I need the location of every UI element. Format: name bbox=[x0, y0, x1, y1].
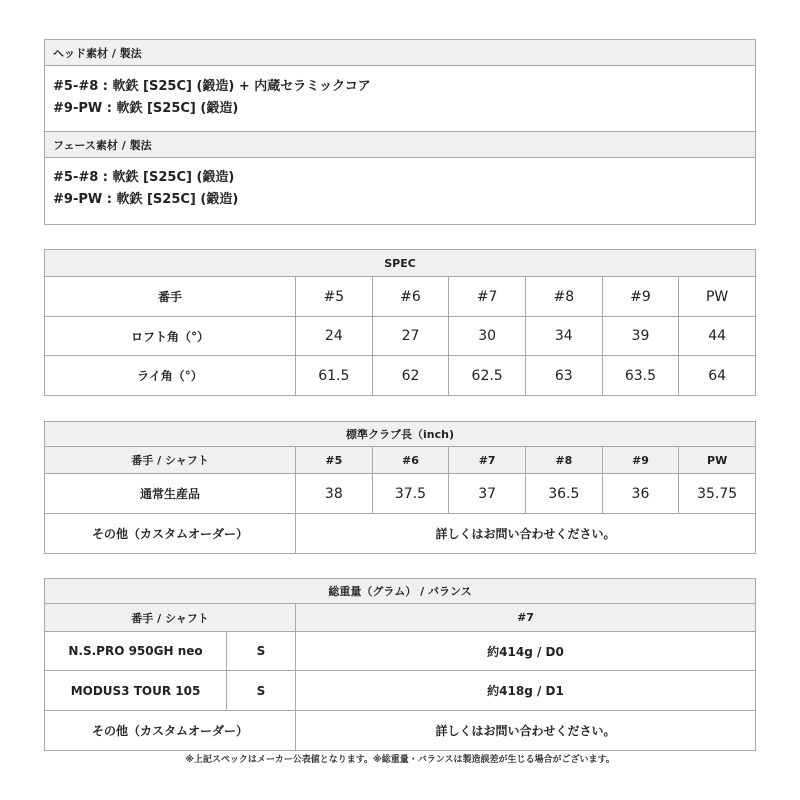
face-material-body bbox=[45, 158, 755, 211]
length-section bbox=[44, 421, 756, 554]
head-material-line: #5-#8 : 軟鉄 [S25C] (鍛造) + 内蔵セラミックコア bbox=[53, 79, 371, 94]
length-club: PW bbox=[679, 447, 756, 474]
standard-label: 通常生産品 bbox=[45, 474, 296, 514]
weight-header-label: 番手 / シャフト bbox=[45, 604, 296, 632]
head-material-body bbox=[45, 66, 755, 132]
table-row bbox=[45, 356, 756, 396]
table-row bbox=[45, 317, 756, 356]
head-material-line: #9-PW : 軟鉄 [S25C] (鍛造) bbox=[53, 101, 239, 116]
spec-club: #8 bbox=[525, 277, 602, 317]
shaft-flex: S bbox=[227, 671, 296, 711]
head-material-header: ヘッド素材 / 製法 bbox=[45, 40, 755, 66]
length-table bbox=[44, 421, 756, 554]
length-value: 38 bbox=[296, 474, 373, 514]
shaft-name: MODUS3 TOUR 105 bbox=[45, 671, 227, 711]
shaft-flex: S bbox=[227, 632, 296, 671]
loft-value: 39 bbox=[602, 317, 679, 356]
lie-value: 64 bbox=[679, 356, 756, 396]
table-row bbox=[45, 474, 756, 514]
lie-value: 62 bbox=[372, 356, 449, 396]
spec-club: #9 bbox=[602, 277, 679, 317]
spec-table bbox=[44, 249, 756, 396]
spec-club: #6 bbox=[372, 277, 449, 317]
lie-value: 63.5 bbox=[602, 356, 679, 396]
lie-value: 62.5 bbox=[449, 356, 526, 396]
lie-value: 61.5 bbox=[296, 356, 373, 396]
table-row bbox=[45, 711, 756, 751]
length-value: 37.5 bbox=[372, 474, 449, 514]
weight-table bbox=[44, 578, 756, 751]
loft-label: ロフト角（°） bbox=[45, 317, 296, 356]
length-title: 標準クラブ長（inch) bbox=[45, 422, 756, 447]
length-club: #8 bbox=[525, 447, 602, 474]
face-material-line: #9-PW : 軟鉄 [S25C] (鍛造) bbox=[53, 192, 239, 207]
face-material-header: フェース素材 / 製法 bbox=[45, 132, 755, 158]
weight-club: #7 bbox=[296, 604, 756, 632]
spec-club: PW bbox=[679, 277, 756, 317]
table-row bbox=[45, 514, 756, 554]
face-material-line: #5-#8 : 軟鉄 [S25C] (鍛造) bbox=[53, 170, 235, 185]
loft-value: 30 bbox=[449, 317, 526, 356]
table-row bbox=[45, 671, 756, 711]
table-row bbox=[45, 632, 756, 671]
length-value: 36.5 bbox=[525, 474, 602, 514]
loft-value: 24 bbox=[296, 317, 373, 356]
length-club: #9 bbox=[602, 447, 679, 474]
weight-custom-label: その他（カスタムオーダー） bbox=[45, 711, 296, 751]
spec-club: #5 bbox=[296, 277, 373, 317]
spec-club: #7 bbox=[449, 277, 526, 317]
length-value: 35.75 bbox=[679, 474, 756, 514]
weight-custom-text: 詳しくはお問い合わせください。 bbox=[296, 711, 756, 751]
weight-value: 約414g / D0 bbox=[296, 632, 756, 671]
loft-value: 27 bbox=[372, 317, 449, 356]
lie-value: 63 bbox=[525, 356, 602, 396]
length-club: #7 bbox=[449, 447, 526, 474]
spec-title: SPEC bbox=[45, 250, 756, 277]
loft-value: 44 bbox=[679, 317, 756, 356]
materials-section bbox=[44, 39, 756, 225]
footnote: ※上記スペックはメーカー公表値となります。※総重量・バランスは製造誤差が生じる場合がございます。 bbox=[185, 755, 615, 765]
spec-header-label: 番手 bbox=[45, 277, 296, 317]
length-club: #6 bbox=[372, 447, 449, 474]
length-header-label: 番手 / シャフト bbox=[45, 447, 296, 474]
length-custom-label: その他（カスタムオーダー） bbox=[45, 514, 296, 554]
length-value: 36 bbox=[602, 474, 679, 514]
spec-section bbox=[44, 249, 756, 395]
shaft-name: N.S.PRO 950GH neo bbox=[45, 632, 227, 671]
length-value: 37 bbox=[449, 474, 526, 514]
length-club: #5 bbox=[296, 447, 373, 474]
lie-label: ライ角（°） bbox=[45, 356, 296, 396]
loft-value: 34 bbox=[525, 317, 602, 356]
weight-value: 約418g / D1 bbox=[296, 671, 756, 711]
length-custom-text: 詳しくはお問い合わせください。 bbox=[296, 514, 756, 554]
weight-section bbox=[44, 578, 756, 752]
weight-title: 総重量（グラム） / バランス bbox=[45, 579, 756, 604]
